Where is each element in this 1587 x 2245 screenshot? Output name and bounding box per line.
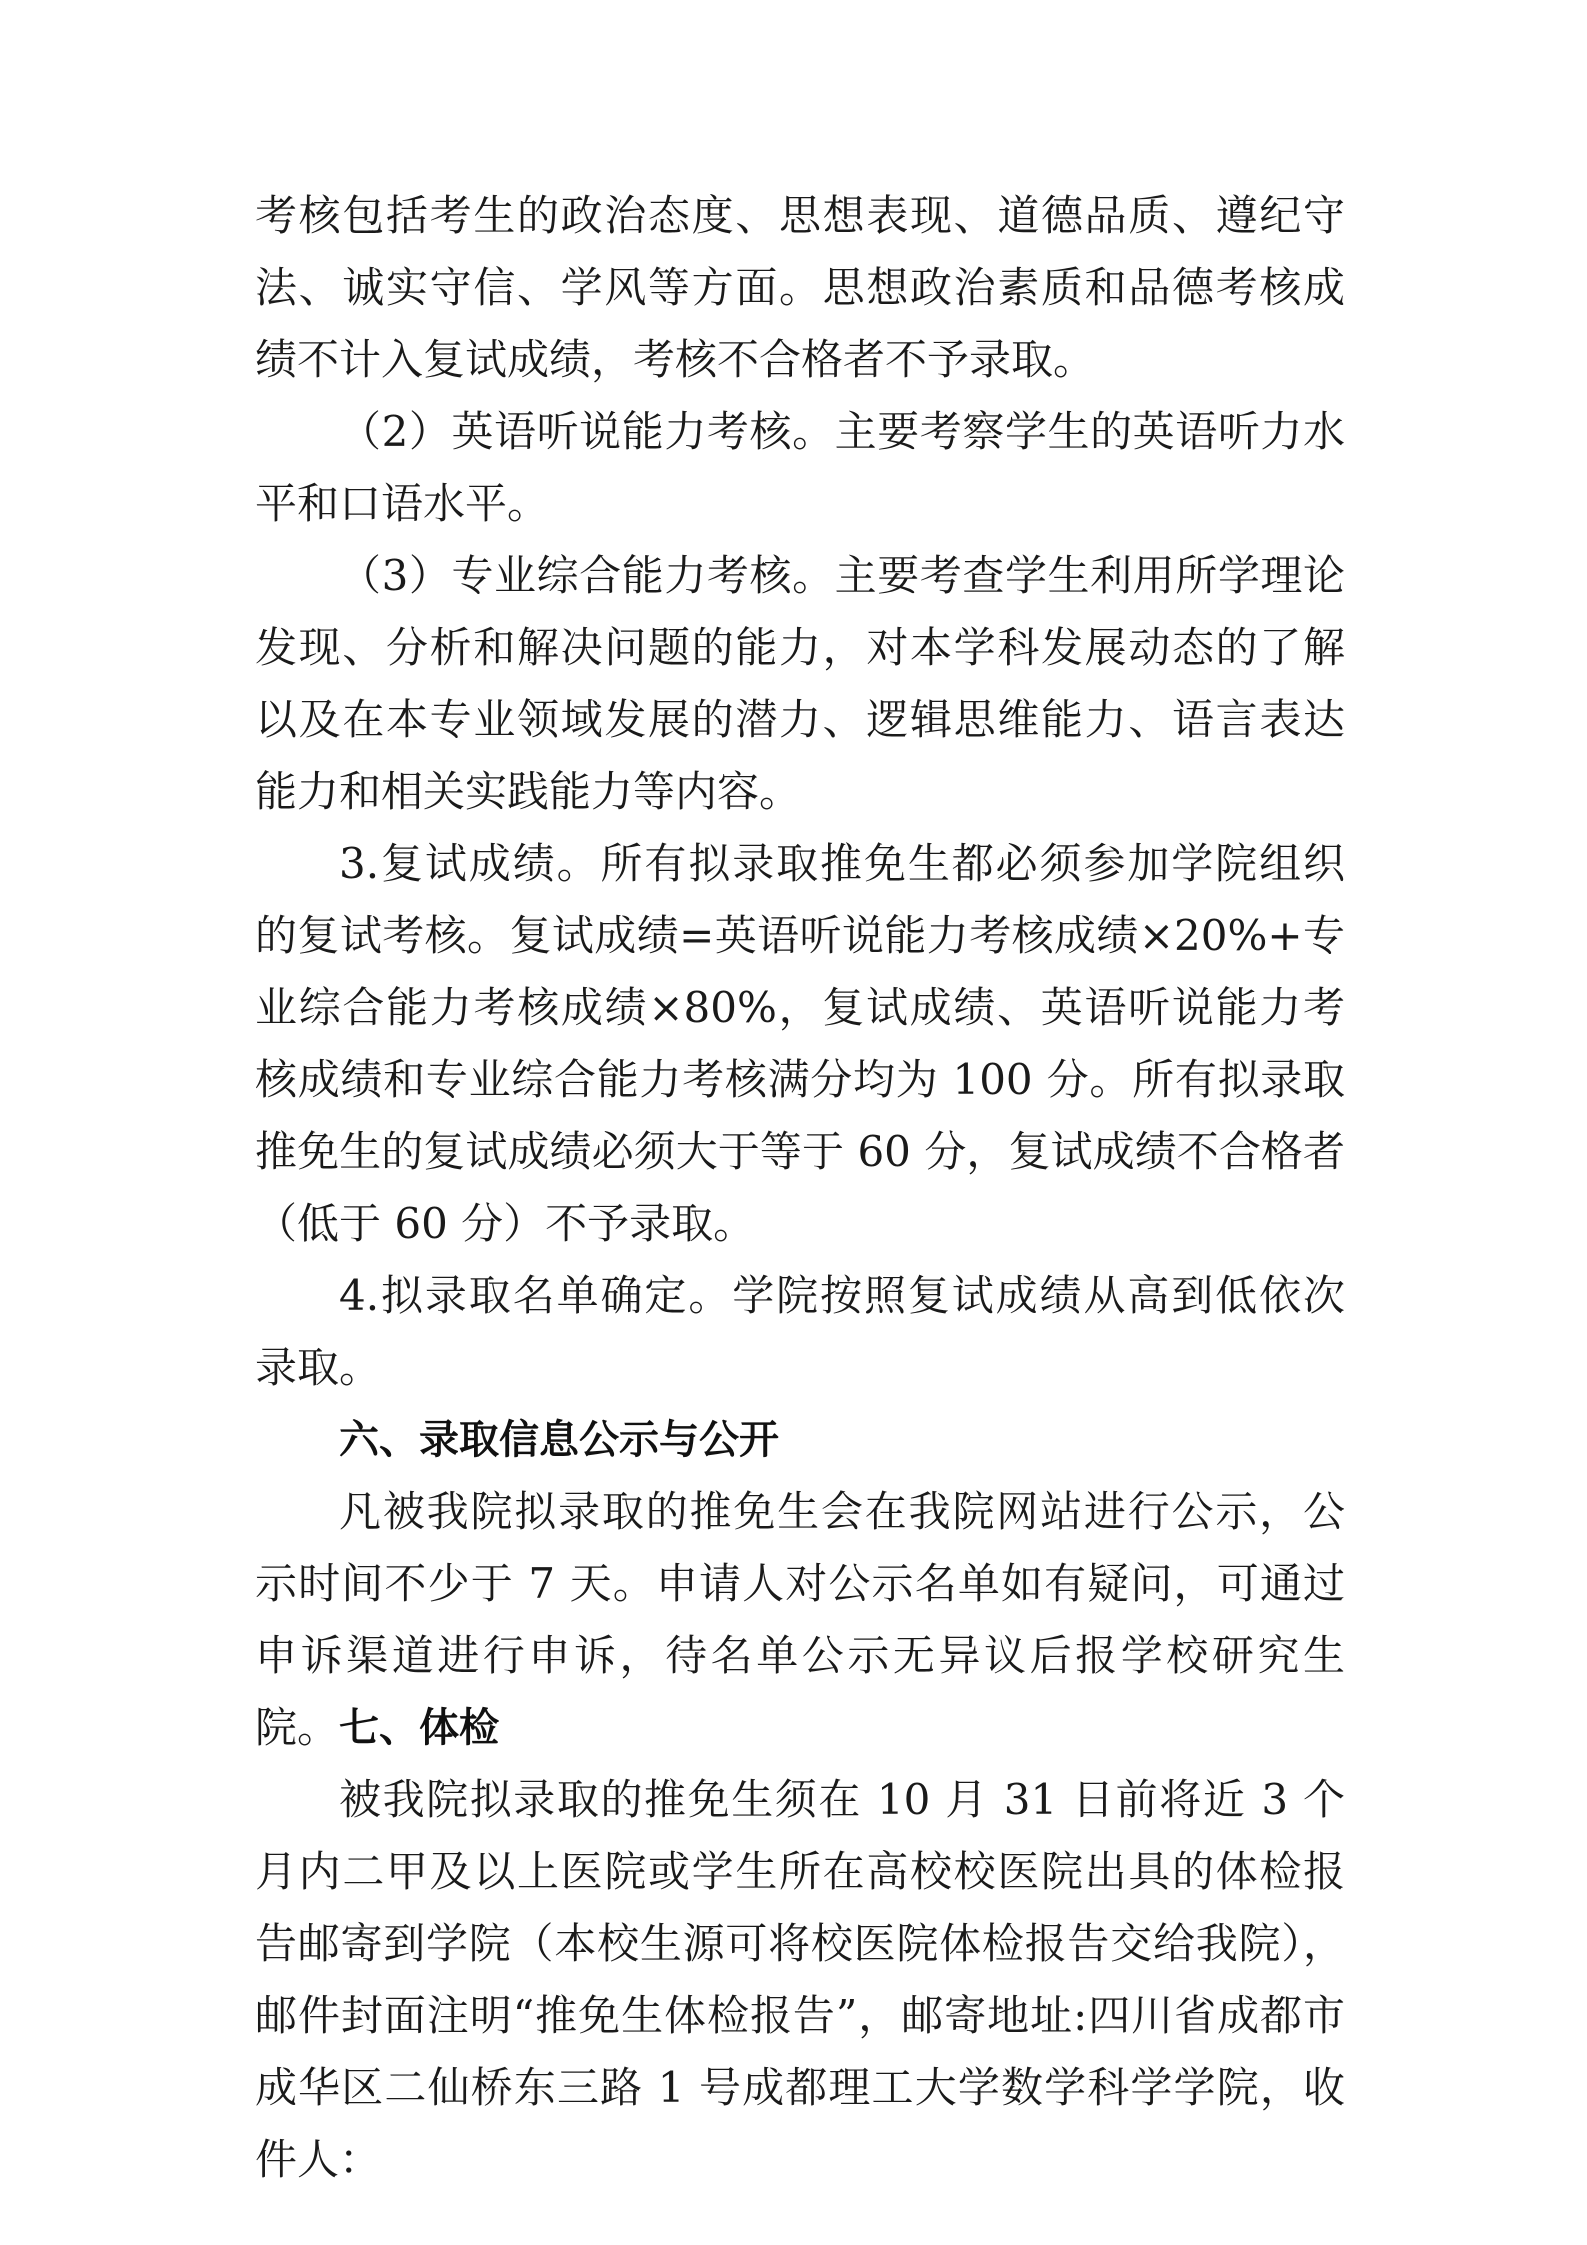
paragraph-physical-exam: 被我院拟录取的推免生须在 10 月 31 日前将近 3 个月内二甲及以上医院或学生所在高校校医院出具的体检报告邮寄到学院（本校生源可将校医院体检报告交给我院），邮件封面注明“推免生体检报告”，邮寄地址:四川省成都市成华区二仙桥东三路 1 号成都理工大学数学科学学院，收件人：: [255, 1775, 1345, 2184]
paragraph-admission-list: 4.拟录取名单确定。学院按照复试成绩从高到低依次录取。: [255, 1271, 1345, 1392]
paragraph-professional-assessment: （3）专业综合能力考核。主要考查学生利用所学理论发现、分析和解决问题的能力，对本学科发展动态的了解以及在本专业领域发展的潜力、逻辑思维能力、语言表达能力和相关实践能力等内容。: [255, 551, 1345, 816]
paragraph-english-assessment: （2）英语听说能力考核。主要考察学生的英语听力水平和口语水平。: [255, 407, 1345, 528]
section-heading-publicity: 六、录取信息公示与公开: [339, 1417, 779, 1463]
paragraph-retest-score: 3.复试成绩。所有拟录取推免生都必须参加学院组织的复试考核。复试成绩=英语听说能力考核成绩×20%+专业综合能力考核成绩×80%，复试成绩、英语听说能力考核成绩和专业综合能力考核满分均为 100 分。所有拟录取推免生的复试成绩必须大于等于 60 分，复试成绩不合格者（低于 60 分）不予录取。: [255, 839, 1345, 1248]
paragraph-publicity: 凡被我院拟录取的推免生会在我院网站进行公示，公示时间不少于 7 天。申请人对公示名单如有疑问，可通过申诉渠道进行申诉，待名单公示无异议后报学校研究生院。: [255, 1487, 1345, 1752]
section-heading-physical-exam: 七、体检: [339, 1705, 499, 1751]
paragraph-political-assessment: 考核包括考生的政治态度、思想表现、道德品质、遵纪守法、诚实守信、学风等方面。思想政治素质和品德考核成绩不计入复试成绩，考核不合格者不予录取。: [255, 191, 1345, 384]
